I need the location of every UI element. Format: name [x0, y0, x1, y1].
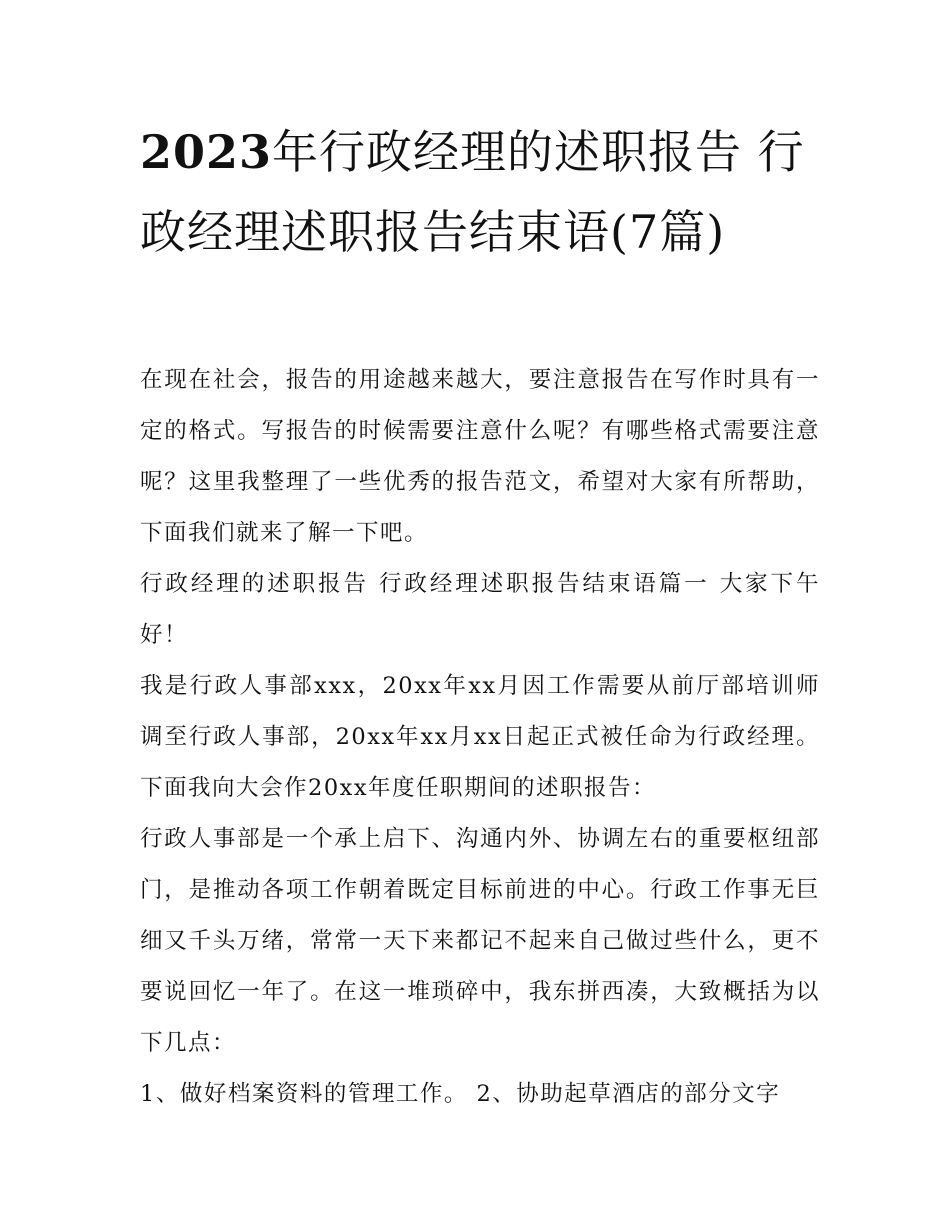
paragraph-heading: 行政经理的述职报告 行政经理述职报告结束语篇一 大家下午好！	[140, 571, 820, 648]
paragraph-self-intro: 我是行政人事部xxx，20xx年xx月因工作需要从前厅部培训师调至行政人事部，20xx年xx月xx日起正式被任命为行政经理。下面我向大会作20xx年度任职期间的述职报告：	[140, 673, 820, 801]
paragraph-intro: 在现在社会，报告的用途越来越大，要注意报告在写作时具有一定的格式。写报告的时候需要注意什么呢？有哪些格式需要注意呢？这里我整理了一些优秀的报告范文，希望对大家有所帮助，下面我们就来了解一下吧。	[140, 367, 820, 546]
paragraph-list: 1、做好档案资料的管理工作。 2、协助起草酒店的部分文字	[140, 1081, 781, 1107]
title-year: 2023	[140, 125, 273, 179]
paragraph-department: 行政人事部是一个承上启下、沟通内外、协调左右的重要枢纽部门，是推动各项工作朝着既定目标前进的中心。行政工作事无巨细又千头万绪，常常一天下来都记不起来自己做过些什么，更不要说回忆一年了。在这一堆琐碎中，我东拼西凑，大致概括为以下几点：	[140, 826, 820, 1056]
title-text: 年行政经理的述职报告 行政经理述职报告结束语(7篇)	[140, 125, 805, 259]
document-body	[140, 355, 820, 1120]
document-title	[140, 112, 820, 272]
